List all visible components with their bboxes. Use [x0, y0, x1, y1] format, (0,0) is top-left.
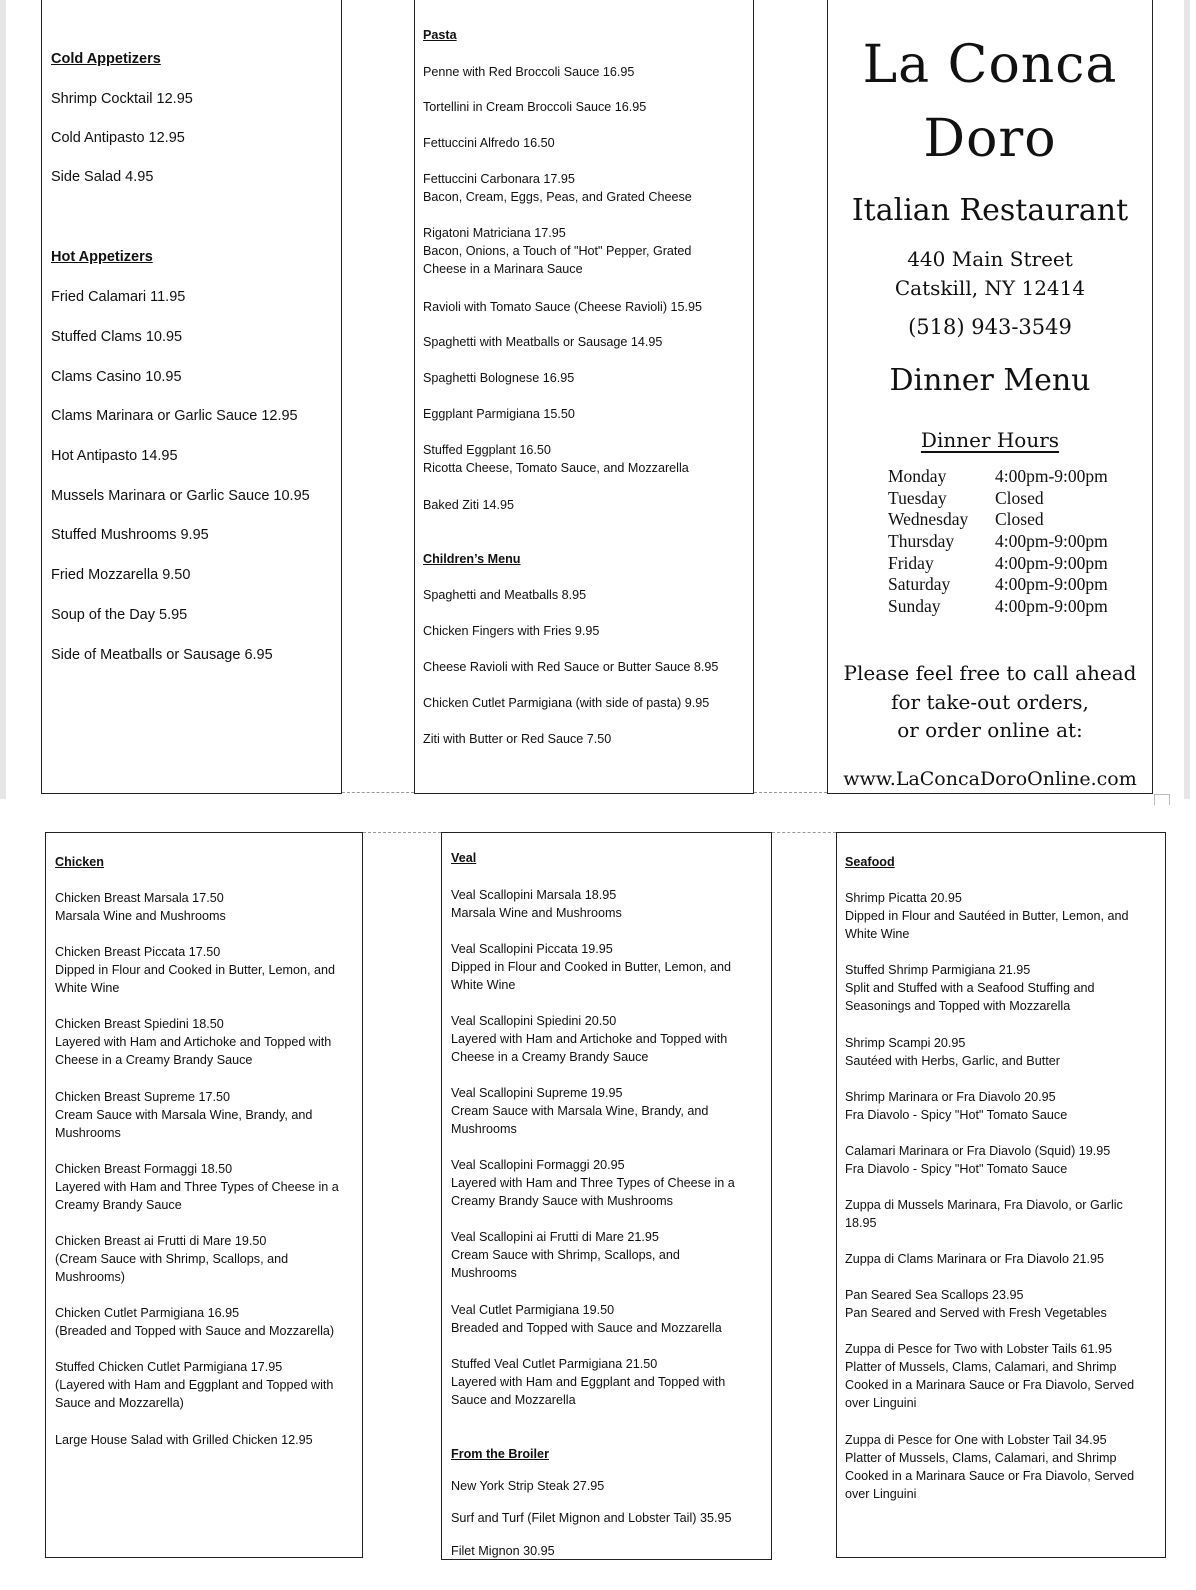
menu-item: Shrimp Cocktail 12.95 — [51, 91, 193, 107]
hours-time: 4:00pm-9:00pm — [995, 531, 1108, 551]
chicken-heading: Chicken — [55, 855, 104, 869]
page-edge-right — [1184, 0, 1190, 799]
page-edge-left — [0, 0, 6, 799]
menu-item: Chicken Breast Piccata 17.50 — [55, 945, 221, 959]
column-divider — [342, 792, 414, 793]
cold-appetizers-heading: Cold Appetizers — [51, 51, 161, 67]
menu-item: Veal Cutlet Parmigiana 19.50 — [451, 1303, 615, 1317]
menu-item: Stuffed Chicken Cutlet Parmigiana 17.95 — [55, 1360, 283, 1374]
menu-item-desc: Platter of Mussels, Clams, Calamari, and Shrimp Cooked in a Marinara Sauce or Fra Diavolo, Served over Linguini — [845, 1360, 1135, 1410]
menu-item: Spaghetti with Meatballs or Sausage 14.95 — [423, 335, 663, 349]
broiler-heading: From the Broiler — [451, 1447, 549, 1461]
callout-line3: or order online at: — [897, 718, 1083, 742]
menu-item: New York Strip Steak 27.95 — [451, 1479, 605, 1493]
cover-panel — [827, 0, 1153, 794]
hours-day: Monday — [888, 466, 947, 486]
hours-time: Closed — [995, 488, 1044, 508]
column-divider — [754, 792, 827, 793]
callout-line1: Please feel free to call ahead — [843, 661, 1137, 685]
menu-item: Soup of the Day 5.95 — [51, 607, 188, 623]
childrens-menu-heading: Children’s Menu — [423, 552, 521, 566]
menu-item: Stuffed Clams 10.95 — [51, 329, 183, 345]
menu-item: Stuffed Veal Cutlet Parmigiana 21.50 — [451, 1357, 658, 1371]
hours-day: Saturday — [888, 574, 951, 594]
menu-item-desc: Breaded and Topped with Sauce and Mozzarella — [451, 1321, 722, 1335]
address-line1: 440 Main Street — [907, 247, 1073, 271]
menu-item-desc: Platter of Mussels, Clams, Calamari, and Shrimp Cooked in a Marinara Sauce or Fra Diavolo, Served over Linguini — [845, 1451, 1135, 1501]
menu-title: Dinner Menu — [889, 363, 1091, 398]
menu-item: Hot Antipasto 14.95 — [51, 448, 178, 464]
menu-item-desc: Ricotta Cheese, Tomato Sauce, and Mozzarella — [423, 461, 689, 475]
page-corner-mark — [1154, 794, 1170, 805]
menu-item: Calamari Marinara or Fra Diavolo (Squid) 19.95 — [845, 1144, 1111, 1158]
menu-item: Fettuccini Carbonara 17.95 — [423, 172, 575, 186]
menu-item: Veal Scallopini Piccata 19.95 — [451, 942, 613, 956]
menu-item: Baked Ziti 14.95 — [423, 498, 515, 512]
hours-day: Sunday — [888, 596, 941, 616]
menu-item-desc: Marsala Wine and Mushrooms — [451, 906, 622, 920]
page-gap — [0, 799, 1196, 821]
menu-item: Chicken Breast Formaggi 18.50 — [55, 1162, 233, 1176]
menu-item-desc: Dipped in Flour and Cooked in Butter, Lemon, and White Wine — [451, 960, 732, 992]
menu-item-desc: Dipped in Flour and Sautéed in Butter, Lemon, and White Wine — [845, 909, 1129, 941]
menu-item-desc: Layered with Ham and Artichoke and Topped with Cheese in a Creamy Brandy Sauce — [451, 1032, 728, 1064]
menu-item-desc: Fra Diavolo - Spicy "Hot" Tomato Sauce — [845, 1162, 1068, 1176]
menu-item-desc: Sautéed with Herbs, Garlic, and Butter — [845, 1054, 1060, 1068]
menu-item: Stuffed Mushrooms 9.95 — [51, 527, 209, 543]
seafood-heading: Seafood — [845, 855, 895, 869]
menu-item: Chicken Fingers with Fries 9.95 — [423, 624, 600, 638]
menu-item: Fried Calamari 11.95 — [51, 289, 186, 305]
veal-panel — [441, 832, 772, 1560]
hours-day: Thursday — [888, 531, 955, 551]
menu-item: Mussels Marinara or Garlic Sauce 10.95 — [51, 488, 310, 504]
menu-item-desc: Layered with Ham and Three Types of Cheese in a Creamy Brandy Sauce with Mushrooms — [451, 1176, 735, 1208]
hours-time: 4:00pm-9:00pm — [995, 574, 1108, 594]
menu-item: Chicken Cutlet Parmigiana 16.95 — [55, 1306, 240, 1320]
menu-item: Tortellini in Cream Broccoli Sauce 16.95 — [423, 100, 647, 114]
menu-item-desc: Fra Diavolo - Spicy "Hot" Tomato Sauce — [845, 1108, 1068, 1122]
menu-item: Surf and Turf (Filet Mignon and Lobster Tail) 35.95 — [451, 1511, 732, 1525]
menu-item: Filet Mignon 30.95 — [451, 1544, 555, 1558]
seafood-panel — [836, 832, 1166, 1558]
menu-item-desc: Cream Sauce with Marsala Wine, Brandy, and Mushrooms — [55, 1108, 313, 1140]
menu-item: Shrimp Marinara or Fra Diavolo 20.95 — [845, 1090, 1056, 1104]
column-divider — [363, 832, 441, 833]
menu-item-desc: Marsala Wine and Mushrooms — [55, 909, 226, 923]
pasta-panel — [414, 0, 754, 794]
menu-item-desc: (Breaded and Topped with Sauce and Mozzarella) — [55, 1324, 335, 1338]
menu-item: Zuppa di Mussels Marinara, Fra Diavolo, or Garlic 18.95 — [845, 1198, 1123, 1230]
menu-item: Fried Mozzarella 9.50 — [51, 567, 191, 583]
menu-item-desc: (Cream Sauce with Shrimp, Scallops, and Mushrooms) — [55, 1252, 289, 1284]
hours-heading — [828, 428, 1152, 452]
appetizers-panel — [41, 0, 342, 794]
veal-heading: Veal — [451, 851, 477, 865]
menu-item: Ziti with Butter or Red Sauce 7.50 — [423, 732, 612, 746]
address-line2: Catskill, NY 12414 — [894, 276, 1086, 300]
menu-item-desc: Bacon, Cream, Eggs, Peas, and Grated Cheese — [423, 190, 692, 204]
restaurant-name-line2: Doro — [923, 109, 1057, 169]
menu-item: Cheese Ravioli with Red Sauce or Butter Sauce 8.95 — [423, 660, 719, 674]
menu-item: Clams Casino 10.95 — [51, 369, 182, 385]
menu-item: Shrimp Scampi 20.95 — [845, 1036, 966, 1050]
hours-heading-text: Dinner Hours — [920, 428, 1060, 452]
website-link[interactable]: www.LaConcaDoroOnline.com — [843, 768, 1137, 790]
menu-item-desc: (Layered with Ham and Eggplant and Topped with Sauce and Mozzarella) — [55, 1378, 334, 1410]
menu-item-desc: Dipped in Flour and Cooked in Butter, Lemon, and White Wine — [55, 963, 336, 995]
menu-item: Veal Scallopini ai Frutti di Mare 21.95 — [451, 1230, 659, 1244]
menu-item: Veal Scallopini Supreme 19.95 — [451, 1086, 623, 1100]
chicken-panel — [45, 832, 363, 1558]
callout-line2: for take-out orders, — [891, 690, 1089, 714]
menu-item-desc: Cream Sauce with Marsala Wine, Brandy, and Mushrooms — [451, 1104, 709, 1136]
menu-item: Zuppa di Pesce for One with Lobster Tail 34.95 — [845, 1433, 1107, 1447]
menu-item: Chicken Breast ai Frutti di Mare 19.50 — [55, 1234, 267, 1248]
hours-time: 4:00pm-9:00pm — [995, 466, 1108, 486]
menu-item: Eggplant Parmigiana 15.50 — [423, 407, 575, 421]
menu-item: Zuppa di Pesce for Two with Lobster Tails 61.95 — [845, 1342, 1112, 1356]
hours-time: Closed — [995, 509, 1044, 529]
hours-time: 4:00pm-9:00pm — [995, 596, 1108, 616]
menu-item: Chicken Breast Supreme 17.50 — [55, 1090, 231, 1104]
column-divider — [772, 832, 836, 833]
hours-day: Friday — [888, 553, 934, 573]
hot-appetizers-heading: Hot Appetizers — [51, 249, 153, 265]
menu-item: Spaghetti and Meatballs 8.95 — [423, 588, 587, 602]
menu-item-desc: Layered with Ham and Three Types of Cheese in a Creamy Brandy Sauce — [55, 1180, 339, 1212]
menu-item: Cold Antipasto 12.95 — [51, 130, 185, 146]
restaurant-subtitle: Italian Restaurant — [851, 193, 1129, 228]
menu-item: Chicken Cutlet Parmigiana (with side of pasta) 9.95 — [423, 696, 710, 710]
menu-item: Ravioli with Tomato Sauce (Cheese Ravioli) 15.95 — [423, 300, 703, 314]
restaurant-name-line1: La Conca — [862, 35, 1118, 95]
menu-item: Veal Scallopini Marsala 18.95 — [451, 888, 617, 902]
menu-item: Shrimp Picatta 20.95 — [845, 891, 962, 905]
menu-item-desc: Layered with Ham and Artichoke and Topped with Cheese in a Creamy Brandy Sauce — [55, 1035, 332, 1067]
menu-item: Veal Scallopini Formaggi 20.95 — [451, 1158, 625, 1172]
menu-item-desc: Layered with Ham and Eggplant and Topped with Sauce and Mozzarella — [451, 1375, 726, 1407]
hours-day: Wednesday — [888, 509, 969, 529]
menu-item: Zuppa di Clams Marinara or Fra Diavolo 21.95 — [845, 1252, 1104, 1266]
menu-item: Stuffed Eggplant 16.50 — [423, 443, 551, 457]
menu-item: Pan Seared Sea Scallops 23.95 — [845, 1288, 1024, 1302]
menu-item: Rigatoni Matriciana 17.95 — [423, 226, 566, 240]
menu-item: Large House Salad with Grilled Chicken 12.95 — [55, 1433, 313, 1447]
menu-item: Fettuccini Alfredo 16.50 — [423, 136, 555, 150]
menu-item-desc: Split and Stuffed with a Seafood Stuffing and Seasonings and Topped with Mozzarella — [845, 981, 1095, 1013]
menu-item: Chicken Breast Marsala 17.50 — [55, 891, 224, 905]
phone-number: (518) 943-3549 — [908, 315, 1072, 339]
hours-time: 4:00pm-9:00pm — [995, 553, 1108, 573]
menu-item: Stuffed Shrimp Parmigiana 21.95 — [845, 963, 1031, 977]
menu-item: Side of Meatballs or Sausage 6.95 — [51, 647, 273, 663]
menu-item: Chicken Breast Spiedini 18.50 — [55, 1017, 224, 1031]
menu-item: Penne with Red Broccoli Sauce 16.95 — [423, 65, 635, 79]
menu-item: Clams Marinara or Garlic Sauce 12.95 — [51, 408, 298, 424]
menu-item-desc: Bacon, Onions, a Touch of "Hot" Pepper, Grated Cheese in a Marinara Sauce — [423, 244, 692, 276]
menu-item-desc: Pan Seared and Served with Fresh Vegetables — [845, 1306, 1107, 1320]
menu-item: Side Salad 4.95 — [51, 169, 154, 185]
pasta-heading: Pasta — [423, 28, 457, 42]
menu-item: Veal Scallopini Spiedini 20.50 — [451, 1014, 617, 1028]
hours-day: Tuesday — [888, 488, 947, 508]
menu-item: Spaghetti Bolognese 16.95 — [423, 371, 575, 385]
menu-item-desc: Cream Sauce with Shrimp, Scallops, and Mushrooms — [451, 1248, 680, 1280]
